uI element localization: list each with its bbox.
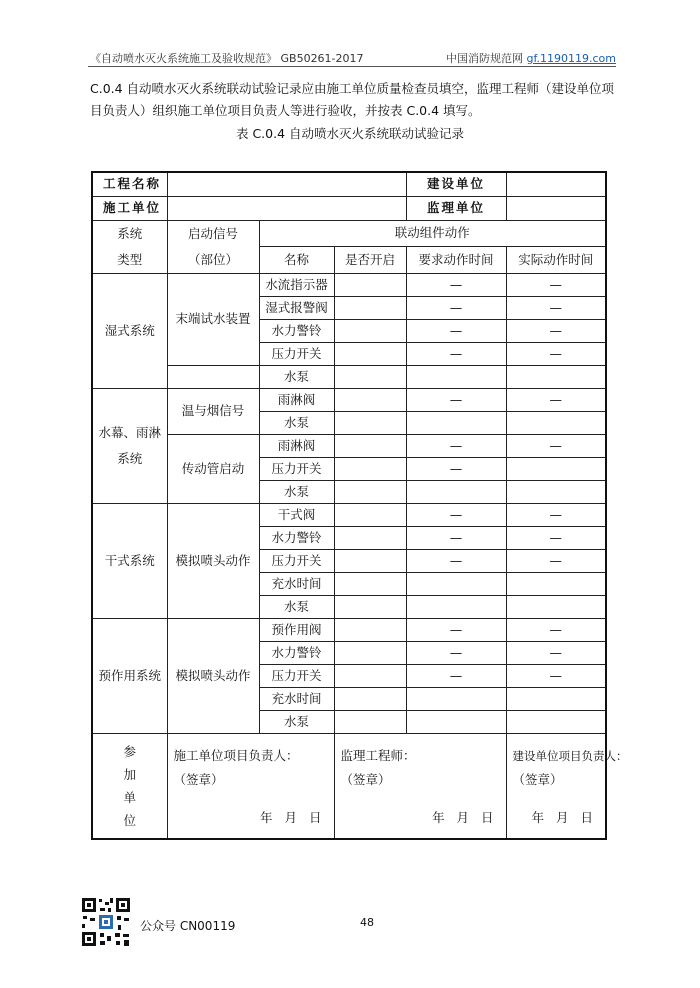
actual-time-cell: — xyxy=(506,388,606,411)
actual-time-cell: — xyxy=(506,618,606,641)
dry-signal: 模拟喷头动作 xyxy=(167,503,259,618)
component-name: 雨淋阀 xyxy=(259,388,334,411)
required-time-cell: — xyxy=(406,526,506,549)
actual-time-cell xyxy=(506,411,606,434)
preaction-signal: 模拟喷头动作 xyxy=(167,618,259,733)
actual-time-cell xyxy=(506,687,606,710)
required-time-cell: — xyxy=(406,434,506,457)
component-name: 压力开关 xyxy=(259,457,334,480)
component-name: 水流指示器 xyxy=(259,273,334,296)
component-name: 压力开关 xyxy=(259,664,334,687)
component-name: 压力开关 xyxy=(259,342,334,365)
col-open: 是否开启 xyxy=(334,247,406,274)
actual-time-cell xyxy=(506,710,606,733)
required-time-cell: — xyxy=(406,641,506,664)
component-name: 水力警铃 xyxy=(259,641,334,664)
col-name: 名称 xyxy=(259,247,334,274)
component-name: 水泵 xyxy=(259,710,334,733)
open-cell xyxy=(334,618,406,641)
actual-time-cell: — xyxy=(506,641,606,664)
project-name-value xyxy=(167,172,406,196)
component-name: 预作用阀 xyxy=(259,618,334,641)
open-cell xyxy=(334,388,406,411)
open-cell xyxy=(334,572,406,595)
component-name: 水力警铃 xyxy=(259,526,334,549)
open-cell xyxy=(334,365,406,388)
required-time-cell: — xyxy=(406,503,506,526)
required-time-cell: — xyxy=(406,319,506,342)
builder-signature-cell: 建设单位项目负责人： （签章） 年 月 日 xyxy=(506,733,606,839)
component-name: 水泵 xyxy=(259,480,334,503)
intro-paragraph: C.0.4 自动喷水灭火系统联动试验记录应由施工单位质量检查员填空，监理工程师（建设单位项目负责人）组织施工单位项目负责人等进行验收，并按表 C.0.4 填写。 xyxy=(90,81,615,118)
qr-code-icon xyxy=(80,896,132,948)
open-cell xyxy=(334,480,406,503)
actual-time-cell: — xyxy=(506,664,606,687)
open-cell xyxy=(334,687,406,710)
required-time-cell: — xyxy=(406,342,506,365)
site-name: 中国消防规范网 xyxy=(445,52,523,65)
deluge-signal-2: 传动管启动 xyxy=(167,434,259,503)
col-required-time: 要求动作时间 xyxy=(406,247,506,274)
open-cell xyxy=(334,411,406,434)
build-unit-value xyxy=(506,172,606,196)
header-rule xyxy=(88,66,616,67)
required-time-cell xyxy=(406,480,506,503)
open-cell xyxy=(334,549,406,572)
open-cell xyxy=(334,503,406,526)
required-time-cell: — xyxy=(406,296,506,319)
open-cell xyxy=(334,526,406,549)
wechat-account: 公众号 CN00119 xyxy=(140,919,236,933)
site-url-link[interactable]: gf.1190119.com xyxy=(526,52,616,65)
required-time-cell xyxy=(406,411,506,434)
component-name: 干式阀 xyxy=(259,503,334,526)
open-cell xyxy=(334,273,406,296)
required-time-cell: — xyxy=(406,388,506,411)
signature-date: 年 月 日 xyxy=(531,809,598,825)
signature-date: 年 月 日 xyxy=(432,809,498,825)
component-name: 压力开关 xyxy=(259,549,334,572)
build-unit-label: 建设单位 xyxy=(406,172,506,196)
system-type-header: 系统 类型 xyxy=(92,220,167,273)
construction-unit-label: 施工单位 xyxy=(92,196,167,220)
open-cell xyxy=(334,319,406,342)
linkage-action-header: 联动组件动作 xyxy=(259,220,606,247)
linkage-test-record-table xyxy=(91,171,628,840)
required-time-cell xyxy=(406,687,506,710)
actual-time-cell: — xyxy=(506,526,606,549)
required-time-cell xyxy=(406,365,506,388)
actual-time-cell: — xyxy=(506,296,606,319)
component-name: 充水时间 xyxy=(259,687,334,710)
component-name: 雨淋阀 xyxy=(259,434,334,457)
component-name: 水力警铃 xyxy=(259,319,334,342)
component-name: 水泵 xyxy=(259,595,334,618)
open-cell xyxy=(334,664,406,687)
required-time-cell: — xyxy=(406,664,506,687)
supervisor-signature-cell: 监理工程师： （签章） 年 月 日 xyxy=(334,733,506,839)
empty-signal-cell xyxy=(167,365,259,388)
actual-time-cell: — xyxy=(506,319,606,342)
group-wet-system: 湿式系统 xyxy=(92,273,167,388)
running-header-right xyxy=(446,50,616,66)
actual-time-cell: — xyxy=(506,549,606,572)
actual-time-cell: — xyxy=(506,273,606,296)
component-name: 充水时间 xyxy=(259,572,334,595)
open-cell xyxy=(334,342,406,365)
actual-time-cell xyxy=(506,572,606,595)
page-number: 48 xyxy=(360,916,374,929)
required-time-cell xyxy=(406,572,506,595)
required-time-cell: — xyxy=(406,549,506,572)
actual-time-cell xyxy=(506,457,606,480)
group-deluge-system: 水幕、雨淋系统 xyxy=(92,388,167,503)
signature-date: 年 月 日 xyxy=(260,809,326,825)
actual-time-cell: — xyxy=(506,503,606,526)
supervision-unit-label: 监理单位 xyxy=(406,196,506,220)
actual-time-cell xyxy=(506,365,606,388)
required-time-cell xyxy=(406,595,506,618)
running-header-left: 《自动喷水灭火系统施工及验收规范》 GB50261-2017 xyxy=(90,52,364,65)
start-signal-header: 启动信号 （部位） xyxy=(167,220,259,273)
component-name: 水泵 xyxy=(259,365,334,388)
deluge-signal-1: 温与烟信号 xyxy=(167,388,259,434)
col-actual-time: 实际动作时间 xyxy=(506,247,606,274)
construction-unit-value xyxy=(167,196,406,220)
wet-signal: 末端试水装置 xyxy=(167,273,259,365)
supervision-unit-value xyxy=(506,196,606,220)
component-name: 水泵 xyxy=(259,411,334,434)
required-time-cell xyxy=(406,710,506,733)
actual-time-cell xyxy=(506,595,606,618)
open-cell xyxy=(334,434,406,457)
construction-signature-cell: 施工单位项目负责人： （签章） 年 月 日 xyxy=(167,733,334,839)
component-name: 湿式报警阀 xyxy=(259,296,334,319)
table-caption: 表 C.0.4 自动喷水灭火系统联动试验记录 xyxy=(235,126,465,141)
participating-units-label: 参 加 单 位 xyxy=(92,733,167,839)
required-time-cell: — xyxy=(406,273,506,296)
required-time-cell: — xyxy=(406,457,506,480)
actual-time-cell: — xyxy=(506,434,606,457)
open-cell xyxy=(334,710,406,733)
open-cell xyxy=(334,595,406,618)
required-time-cell: — xyxy=(406,618,506,641)
group-dry-system: 干式系统 xyxy=(92,503,167,618)
open-cell xyxy=(334,641,406,664)
project-name-label: 工程名称 xyxy=(92,172,167,196)
open-cell xyxy=(334,296,406,319)
actual-time-cell xyxy=(506,480,606,503)
group-preaction-system: 预作用系统 xyxy=(92,618,167,733)
open-cell xyxy=(334,457,406,480)
actual-time-cell: — xyxy=(506,342,606,365)
